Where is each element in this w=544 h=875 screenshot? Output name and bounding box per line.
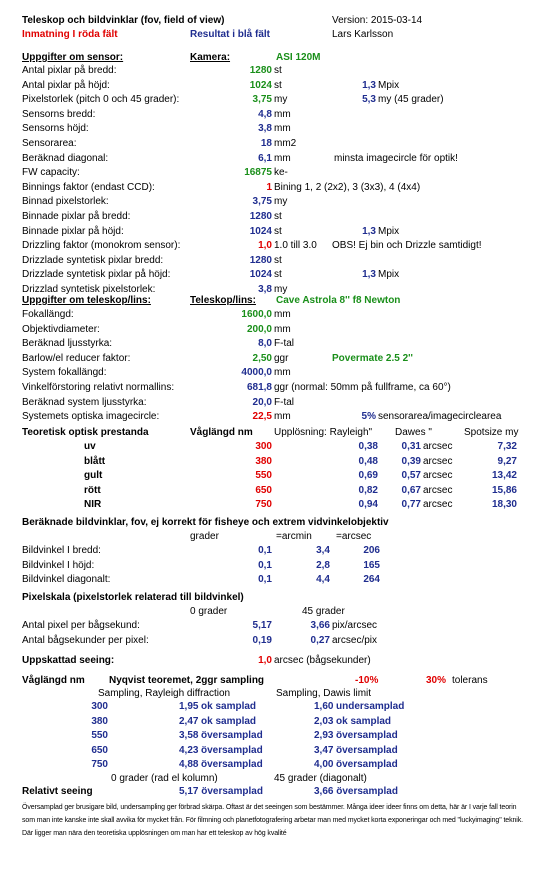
- optics-band: NIR: [84, 499, 102, 510]
- sensor-row-note: OBS! Ej bin och Drizzle samtidigt!: [332, 240, 482, 252]
- telescope-row-label: Beräknad ljusstyrka:: [22, 338, 113, 350]
- sensor-row-unit: my: [274, 196, 288, 208]
- telescope-row-value[interactable]: 200,0: [246, 323, 272, 335]
- sensor-row-label: Drizzlad syntetisk pixelstorlek:: [22, 284, 156, 295]
- optics-unit: arcsec: [423, 470, 453, 481]
- sensor-row-value2: 5,3: [362, 94, 376, 106]
- nyquist-dawes-status: översamplad: [336, 744, 398, 756]
- sensor-row-unit: st: [274, 211, 282, 222]
- sensor-row-value[interactable]: 1: [266, 181, 272, 193]
- optics-wave[interactable]: 300: [255, 441, 272, 452]
- fov-col-arcmin: =arcmin: [276, 531, 312, 542]
- telescope-row-label: Vinkelförstoring relativt normallins:: [22, 382, 175, 393]
- fov-row-label: Bildvinkel I bredd:: [22, 545, 101, 556]
- nyquist-rayleigh-status: ok samplad: [201, 715, 257, 727]
- nyquist-rayleigh-value: 1,95: [179, 701, 199, 712]
- optics-col-dawes: Dawes ": [395, 427, 432, 438]
- fov-row-arcsec: 206: [363, 545, 380, 556]
- fov-row-arcmin: 4,4: [316, 574, 330, 585]
- optics-spot: 15,86: [491, 484, 517, 496]
- optics-unit: arcsec: [423, 455, 453, 467]
- fov-col-arcsec: =arcsec: [336, 531, 372, 542]
- telescope-row-label: Beräknad system ljusstyrka:: [22, 396, 147, 408]
- telescope-row-label: Barlow/el reducer faktor:: [22, 352, 131, 364]
- optics-dawes: 0,77: [401, 499, 421, 510]
- tolerance-minus[interactable]: -10%: [355, 675, 379, 686]
- optics-rayleigh: 0,38: [358, 441, 378, 452]
- nyquist-dawes-status: undersamplad: [336, 701, 405, 712]
- relative-rayleigh: 5,17 översamplad: [179, 786, 263, 797]
- fov-row-arcsec: 165: [363, 559, 380, 571]
- input-note: Inmatning I röda fält: [22, 29, 118, 40]
- sensor-row-unit2: Mpix: [378, 79, 400, 91]
- fov-row-arcmin: 3,4: [316, 545, 330, 556]
- sensor-row-value: 1280: [249, 211, 272, 222]
- optics-wave[interactable]: 750: [255, 499, 272, 510]
- pixelscale-col-0: 0 grader: [190, 606, 228, 617]
- telescope-row-value[interactable]: 22,5: [252, 411, 272, 423]
- optics-dawes: 0,67: [401, 484, 421, 496]
- sensor-row-value[interactable]: 1,0: [258, 240, 272, 252]
- nyquist-sub-rayleigh: Sampling, Rayleigh diffraction: [98, 688, 231, 699]
- seeing-input[interactable]: 1,0: [258, 655, 272, 666]
- fov-row-deg: 0,1: [258, 559, 272, 571]
- pixelscale-row-0: 5,17: [252, 620, 272, 631]
- telescope-row-unit: mm: [274, 367, 291, 379]
- optics-rayleigh: 0,48: [358, 455, 378, 467]
- footnote: Översamplad ger brusigare bild, undersampling ger förbrad skärpa. Oftast är det seeingen som bestämmer. Många ideer ideer finns om detta, här är I varje fall teorin som man inte kanske inte skall avvika för mycket från. För filmning och planetfotografering arbetar man med mycket korta exponeringar och med "luckyimaging" teknik. Där ligger man nära den teoretiska upplösningen om man har ett teleskop av hög kvalité: [22, 804, 523, 837]
- sensor-row-unit: mm: [274, 108, 291, 120]
- sensor-row-label: Drizzlade syntetisk pixlar bredd:: [22, 254, 164, 266]
- sensor-row-value: 1024: [249, 269, 272, 281]
- telescope-row-unit: mm: [274, 323, 291, 335]
- sensor-row-unit: mm2: [274, 138, 297, 149]
- sensor-row-label: Beräknad diagonal:: [22, 152, 109, 164]
- optics-wave[interactable]: 650: [255, 484, 272, 496]
- sensor-row-unit: st: [274, 65, 282, 76]
- optics-dawes: 0,57: [401, 470, 421, 481]
- fov-row-label: Bildvinkel I höjd:: [22, 559, 95, 571]
- nyquist-rayleigh-status: översamplad: [201, 730, 263, 741]
- optics-band: blått: [84, 455, 106, 467]
- relative-seeing-label: Relativt seeing: [22, 786, 93, 797]
- sensor-row-value: 6,1: [258, 152, 272, 164]
- telescope-row-label: Systemets optiska imagecircle:: [22, 411, 160, 423]
- result-note: Resultat i blå fält: [190, 29, 271, 40]
- nyquist-title: Nyqvist teoremet, 2ggr sampling: [109, 675, 265, 686]
- telescope-row-note: Povermate 2.5 2'': [332, 352, 413, 364]
- nyquist-dawes-value: 2,93: [314, 730, 334, 741]
- nyquist-rayleigh-status: översamplad: [201, 744, 263, 756]
- sensor-row-label: Binnade pixlar på höjd:: [22, 225, 124, 237]
- telescope-row-label: Objektivdiameter:: [22, 323, 100, 335]
- sensor-row-value: 4,8: [258, 108, 272, 120]
- sensor-row-unit: my: [274, 94, 288, 106]
- pixelscale-row-label: Antal pixel per bågsekund:: [22, 620, 140, 631]
- optics-unit: arcsec: [423, 441, 453, 452]
- sensor-row-unit: mm: [274, 152, 291, 164]
- sensor-row-unit2: Mpix: [378, 269, 400, 281]
- telescope-row-value: 681,8: [246, 382, 272, 393]
- col0-note: 0 grader (rad el kolumn): [111, 773, 218, 784]
- scope-label: Teleskop/lins:: [190, 295, 256, 306]
- sensor-row-label: Drizzling faktor (monokrom sensor):: [22, 240, 181, 252]
- sensor-row-unit: 1.0 till 3.0: [274, 240, 317, 252]
- scope-name: Cave Astrola 8'' f8 Newton: [276, 295, 401, 306]
- sensor-row-unit: mm: [274, 123, 291, 135]
- sensor-row-value2: 1,3: [362, 269, 376, 281]
- sensor-row-unit: my: [274, 284, 288, 295]
- pixelscale-row-unit: arcsec/pix: [332, 634, 378, 646]
- pixelscale-row-0: 0,19: [252, 634, 272, 646]
- sensor-row-label: Drizzlade syntetisk pixlar på höjd:: [22, 269, 171, 281]
- sensor-row-label: Pixelstorlek (pitch 0 och 45 grader):: [22, 94, 180, 106]
- optics-spot: 9,27: [497, 455, 517, 467]
- sensor-row-value: 1024: [249, 225, 272, 237]
- nyquist-dawes-status: översamplad: [336, 759, 398, 770]
- nyquist-rayleigh-status: ok samplad: [201, 701, 257, 712]
- telescope-row-value: 20,0: [252, 396, 272, 408]
- sensor-row-value[interactable]: 1280: [249, 65, 272, 76]
- pixelscale-row-45: 0,27: [310, 634, 330, 646]
- nyquist-wave: 650: [91, 744, 108, 756]
- optics-col-wave: Våglängd nm: [190, 427, 253, 438]
- nyquist-dawes-value: 3,47: [314, 744, 334, 756]
- telescope-row-value[interactable]: 2,50: [252, 352, 272, 364]
- nyquist-col-wave: Våglängd nm: [22, 675, 85, 686]
- nyquist-rayleigh-value: 2,47: [179, 715, 199, 727]
- sensor-heading: Uppgifter om sensor:: [22, 52, 124, 63]
- telescope-heading: Uppgifter om teleskop/lins:: [22, 295, 151, 306]
- fov-col-deg: grader: [190, 531, 219, 542]
- pixelscale-heading: Pixelskala (pixelstorlek relaterad till bildvinkel): [22, 592, 244, 603]
- fov-heading: Beräknade bildvinklar, fov, ej korrekt för fisheye och extrem vidvinkelobjektiv: [22, 517, 389, 528]
- pixelscale-row-unit: pix/arcsec: [332, 620, 378, 631]
- telescope-row-label: Fokallängd:: [22, 309, 74, 320]
- telescope-row-value: 8,0: [258, 338, 272, 350]
- sensor-row-unit2: Mpix: [378, 225, 400, 237]
- optics-band: rött: [84, 484, 101, 496]
- telescope-row-unit: F-tal: [274, 338, 294, 350]
- sensor-row-unit: st: [274, 225, 282, 237]
- telescope-row-unit: mm: [274, 411, 291, 423]
- relative-dawes: 3,66 översamplad: [314, 786, 398, 797]
- nyquist-wave: 550: [91, 730, 108, 741]
- optics-spot: 13,42: [491, 470, 517, 481]
- pixelscale-row-45: 3,66: [310, 620, 330, 631]
- sensor-row-value2: 1,3: [362, 79, 376, 91]
- sensor-row-label: Binnade pixlar på bredd:: [22, 211, 131, 222]
- camera-label: Kamera:: [190, 52, 231, 63]
- sensor-row-unit: st: [274, 269, 282, 281]
- optics-dawes: 0,31: [401, 441, 421, 452]
- nyquist-rayleigh-value: 4,23: [179, 744, 199, 756]
- nyquist-dawes-status: översamplad: [336, 730, 398, 741]
- nyquist-rayleigh-value: 4,88: [179, 759, 199, 770]
- sensor-row-unit: ke-: [274, 167, 288, 179]
- optics-spot: 7,32: [497, 441, 517, 452]
- optics-col-spot: Spotsize my: [464, 427, 519, 438]
- fov-row-deg: 0,1: [258, 574, 272, 585]
- telescope-row-unit2: sensorarea/imagecirclearea: [378, 411, 502, 423]
- optics-heading: Teoretisk optisk prestanda: [22, 427, 149, 438]
- seeing-label: Uppskattad seeing:: [22, 655, 115, 666]
- sensor-row-value[interactable]: 16875: [244, 167, 272, 179]
- nyquist-sub-dawes: Sampling, Dawis limit: [276, 688, 372, 699]
- nyquist-wave: 750: [91, 759, 108, 770]
- version-label: Version: 2015-03-14: [332, 15, 423, 26]
- telescope-row-value2: 5%: [361, 411, 376, 423]
- camera-name: ASI 120M: [276, 52, 321, 63]
- col45-note: 45 grader (diagonalt): [274, 773, 367, 784]
- optics-wave[interactable]: 550: [255, 470, 272, 481]
- nyquist-wave: 380: [91, 715, 108, 727]
- nyquist-dawes-value: 2,03: [314, 715, 334, 727]
- seeing-unit: arcsec (bågsekunder): [274, 655, 371, 666]
- telescope-row-unit: ggr (normal: 50mm på fullframe, ca 60°): [274, 382, 451, 393]
- fov-row-deg: 0,1: [258, 545, 272, 556]
- sensor-row-value: 18: [260, 138, 272, 149]
- sensor-row-value: 1280: [249, 254, 272, 266]
- sheet-title: Teleskop och bildvinklar (fov, field of view): [22, 15, 225, 26]
- pixelscale-row-label: Antal bågsekunder per pixel:: [22, 634, 149, 646]
- pixelscale-col-45: 45 grader: [302, 606, 345, 617]
- fov-row-arcsec: 264: [363, 574, 380, 585]
- sensor-row-unit: st: [274, 254, 282, 266]
- telescope-row-unit: mm: [274, 309, 291, 320]
- optics-spot: 18,30: [491, 499, 517, 510]
- sensor-row-value: 3,75: [252, 196, 272, 208]
- optics-band: gult: [84, 470, 103, 481]
- sensor-row-value: 3,8: [258, 284, 272, 295]
- sensor-row-label: Antal pixlar på bredd:: [22, 65, 117, 76]
- optics-rayleigh: 0,82: [358, 484, 378, 496]
- sensor-row-value[interactable]: 3,75: [252, 94, 272, 106]
- telescope-row-value[interactable]: 1600,0: [241, 309, 272, 320]
- sensor-row-value2: 1,3: [362, 225, 376, 237]
- tolerance-plus[interactable]: 30%: [426, 675, 447, 686]
- nyquist-wave: 300: [91, 701, 108, 712]
- nyquist-rayleigh-status: översamplad: [201, 759, 263, 770]
- fov-row-label: Bildvinkel diagonalt:: [22, 574, 111, 585]
- sensor-row-unit: Bining 1, 2 (2x2), 3 (3x3), 4 (4x4): [274, 181, 421, 193]
- optics-unit: arcsec: [423, 484, 453, 496]
- optics-rayleigh: 0,69: [358, 470, 378, 481]
- sensor-row-unit2: my (45 grader): [378, 94, 444, 106]
- sensor-row-label: Antal pixlar på höjd:: [22, 79, 110, 91]
- sensor-row-label: Sensorns bredd:: [22, 108, 96, 120]
- telescope-row-value: 4000,0: [241, 367, 272, 379]
- sensor-row-label: Binnings faktor (endast CCD):: [22, 181, 155, 193]
- optics-band: uv: [84, 441, 96, 452]
- telescope-row-unit: F-tal: [274, 396, 294, 408]
- sensor-row-label: FW capacity:: [22, 167, 80, 179]
- sensor-row-label: Binnad pixelstorlek:: [22, 196, 109, 208]
- telescope-row-unit: ggr: [274, 352, 289, 364]
- sensor-row-value[interactable]: 1024: [249, 79, 272, 91]
- nyquist-dawes-status: ok samplad: [336, 715, 392, 727]
- sensor-row-note: minsta imagecircle för optik!: [334, 152, 458, 164]
- nyquist-dawes-value: 4,00: [314, 759, 334, 770]
- sensor-row-value: 3,8: [258, 123, 272, 135]
- sensor-row-label: Sensorns höjd:: [22, 123, 89, 135]
- optics-dawes: 0,39: [401, 455, 421, 467]
- nyquist-dawes-value: 1,60: [314, 701, 334, 712]
- sensor-row-unit: st: [274, 79, 282, 91]
- optics-wave[interactable]: 380: [255, 455, 272, 467]
- fov-row-arcmin: 2,8: [316, 559, 330, 571]
- nyquist-rayleigh-value: 3,58: [179, 730, 199, 741]
- optics-col-rayleigh: Upplösning: Rayleigh": [274, 427, 373, 438]
- sensor-row-label: Sensorarea:: [22, 138, 77, 149]
- telescope-row-label: System fokallängd:: [22, 367, 107, 379]
- optics-rayleigh: 0,94: [358, 499, 378, 510]
- optics-unit: arcsec: [423, 499, 453, 510]
- tolerance-label: tolerans: [452, 675, 488, 686]
- author-label: Lars Karlsson: [332, 29, 394, 40]
